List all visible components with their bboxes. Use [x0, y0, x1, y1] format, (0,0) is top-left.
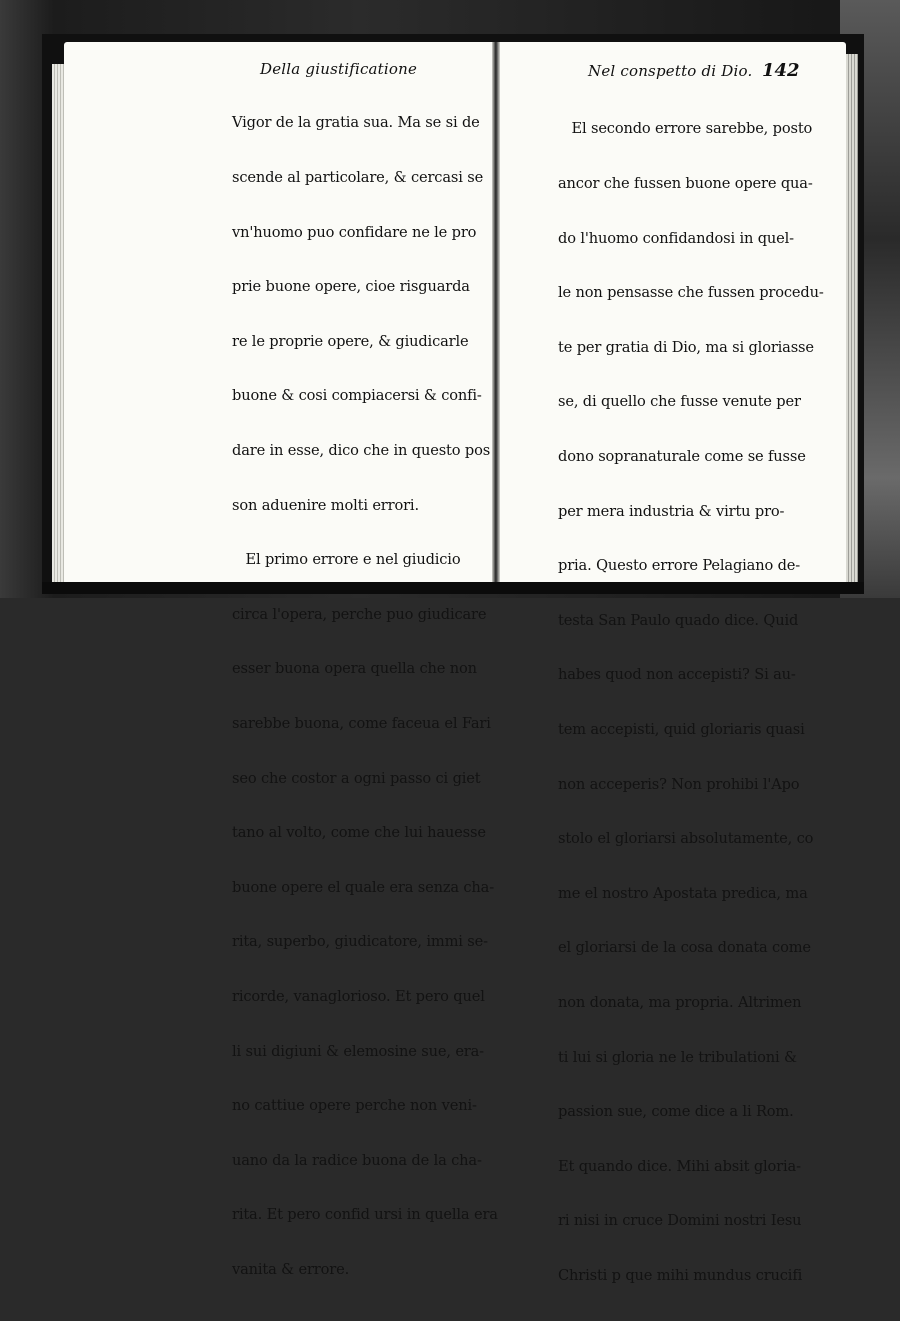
text-line: buone opere el quale era senza cha-	[232, 878, 495, 896]
book-gutter	[492, 42, 500, 590]
text-line: me el nostro Apostata predica, ma	[558, 884, 808, 902]
text-line: no cattiue opere perche non veni-	[232, 1097, 477, 1115]
right-running-head: Nel conspetto di Dio.	[588, 62, 753, 80]
text-line: ancor che fussen buone opere qua-	[558, 175, 813, 192]
text-line: stolo el gloriarsi absolutamente, co	[558, 830, 814, 848]
right-page	[500, 42, 846, 1284]
text-line: vn'huomo puo confidare ne le pro	[232, 223, 477, 241]
text-line: circa l'opera, perche puo giudicare	[232, 605, 487, 623]
text-line: sarebbe buona, come faceua el Fari	[232, 714, 491, 732]
right-page-edges	[846, 54, 858, 584]
text-line: dono sopranaturale come se fusse	[558, 447, 806, 465]
text-line: rita, superbo, giudicatore, immi se-	[232, 933, 488, 951]
text-line: ri nisi in cruce Domini nostri Iesu	[558, 1212, 802, 1230]
text-line: re le proprie opere, & giudicarle	[232, 332, 469, 350]
open-book	[42, 34, 864, 1284]
text-line: dare in esse, dico che in questo pos	[232, 441, 491, 459]
text-line: El secondo errore sarebbe, posto	[558, 120, 813, 138]
text-line: prie buone opere, cioe risguarda	[232, 278, 470, 296]
text-line: non donata, ma propria. Altrimen	[558, 993, 802, 1011]
right-page-text	[558, 84, 824, 1321]
text-line: buone & cosi compiacersi & confi-	[232, 387, 482, 405]
text-line: do l'huomo confidandosi in quel-	[558, 229, 794, 247]
text-line: ricorde, vanaglorioso. Et pero quel	[232, 987, 485, 1005]
text-line: Vigor de la gratia sua. Ma se si de	[232, 114, 480, 132]
text-line: rita. Et pero confid ursi in quella era	[232, 1206, 498, 1224]
page-number: 142	[762, 60, 800, 81]
left-page	[64, 42, 498, 1278]
text-line: El primo errore e nel giudicio	[232, 551, 461, 569]
text-line: pria. Questo errore Pelagiano de-	[558, 557, 801, 575]
text-line: vanita & errore.	[232, 1260, 350, 1278]
text-line: te per gratia di Dio, ma si gloriasse	[558, 338, 814, 356]
text-line: tano al volto, come che lui hauesse	[232, 824, 486, 842]
text-line: tem accepisti, quid gloriaris quasi	[558, 720, 805, 738]
text-line: se, di quello che fusse venute per	[558, 393, 801, 411]
text-line: non acceperis? Non prohibi l'Apo	[558, 775, 800, 793]
text-line: son aduenire molti errori.	[232, 496, 419, 514]
text-line: le non pensasse che fussen procedu-	[558, 284, 824, 302]
text-line: uano da la radice buona de la cha-	[232, 1151, 482, 1169]
text-line: passion sue, come dice a li Rom.	[558, 1103, 794, 1121]
text-line: habes quod non accepisti? Si au-	[558, 666, 796, 684]
text-line: per mera industria & virtu pro-	[558, 502, 785, 520]
text-line: el gloriarsi de la cosa donata come	[558, 939, 811, 957]
text-line: esser buona opera quella che non	[232, 660, 477, 678]
text-line: Christi p que mihi mundus crucifi	[558, 1266, 803, 1284]
left-page-text	[232, 78, 498, 1315]
text-line: li sui digiuni & elemosine sue, era-	[232, 1042, 484, 1060]
text-line: seo che costor a ogni passo ci giet	[232, 769, 481, 787]
book-bottom-shadow	[42, 582, 864, 594]
text-line: testa San Paulo quado dice. Quid	[558, 611, 799, 629]
text-line: ti lui si gloria ne le tribulationi &	[558, 1048, 797, 1066]
text-line: scende al particolare, & cercasi se	[232, 169, 484, 186]
text-line: Et quando dice. Mihi absit gloria-	[558, 1157, 801, 1175]
left-running-head: Della giustificatione	[260, 60, 418, 78]
